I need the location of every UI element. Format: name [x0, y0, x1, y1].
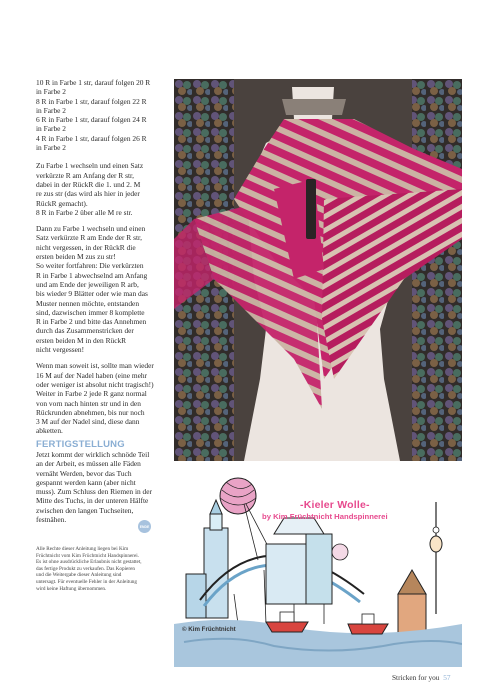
illustration-subtitle: by Kim Früchtnicht Handspinnerei — [262, 512, 388, 521]
text-line: Rückrunden abnehmen, bis nur noch — [36, 407, 145, 417]
text-line: 10 R in Farbe 1 str, darauf folgen 20 R — [36, 78, 151, 87]
text-line: festnähen. — [36, 515, 67, 525]
text-line: 4 R in Farbe 1 str, darauf folgen 26 R — [36, 133, 147, 143]
instructions-block-d — [36, 361, 160, 435]
text-line: muss). Zum Schluss den Riemen in der — [36, 487, 152, 497]
instructions-block-c — [36, 224, 160, 354]
footnote-line: Es ist ohne ausdrückliche Erlaubnis nicht gestattet, — [36, 559, 142, 566]
text-line: Dann zu Farbe 1 wechseln und einen — [36, 224, 146, 234]
text-line: und am Ende der jeweiligen R arb, — [36, 279, 139, 289]
text-line: So weiter fortfahren: Die verkürzten — [36, 261, 144, 271]
text-line: Mitte des Tuchs, in der unteren Hälfte — [36, 496, 149, 506]
text-line: von vorn nach hinten str und in den — [36, 398, 141, 408]
text-line: 6 R in Farbe 1 str, darauf folgen 24 R — [36, 115, 147, 125]
footnote-line: und die Weitergabe dieser Anleitung sind — [36, 572, 122, 579]
text-line: 3 M auf der Nadel sind, diese dann — [36, 417, 140, 427]
footnote-line: das fertige Produkt zu verkaufen. Das Kopieren — [36, 565, 135, 572]
text-line: oder weniger ist absolut nicht tragisch!) — [36, 379, 154, 389]
illustration-title: -Kieler Wolle- — [300, 499, 370, 511]
section-heading-fertigstellung: FERTIGSTELLUNG — [36, 438, 125, 450]
page-number: 57 — [443, 673, 451, 682]
text-line: in Farbe 2 — [36, 87, 66, 97]
text-line: durch das Zusammenstricken der — [36, 326, 134, 336]
instructions-block-a — [36, 78, 160, 152]
footnote-line: Früchtnicht vom Kim Früchtnicht Handspinnerei. — [36, 552, 140, 559]
text-line: Wenn man soweit ist, sollte man wieder — [36, 361, 154, 371]
text-line: gespannt werden kann (aber nicht — [36, 477, 136, 487]
text-line: 16 M auf der Nadel haben (eine mehr — [36, 370, 148, 380]
text-line: RückR gemacht). — [36, 198, 88, 208]
text-line: nicht vergessen! — [36, 345, 85, 355]
text-line: 8 R in Farbe 1 str, darauf folgen 22 R — [36, 96, 147, 106]
end-mark-icon: ENDE — [138, 520, 151, 533]
text-line: dabei in der RückR die 1. und 2. M — [36, 179, 141, 189]
text-line: vernäht Werden, bevor das Tuch — [36, 468, 132, 478]
instructions-block-e — [36, 450, 160, 524]
text-line: zwischen den langen Tuchseiten, — [36, 505, 134, 515]
text-line: ersten beiden M in den RückR — [36, 335, 127, 345]
instructions-block-b — [36, 161, 160, 217]
magazine-name: Stricken for you — [392, 673, 440, 682]
text-line: nicht vergessen, in der RückR die — [36, 242, 136, 252]
text-line: in Farbe 2 — [36, 105, 66, 115]
footnote-line: Alle Rechte dieser Anleitung liegen bei Kim — [36, 546, 129, 552]
text-line: verkürzte R am Anfang der R str, — [36, 170, 135, 180]
text-line: in Farbe 2 — [36, 143, 66, 153]
text-line: Weiter in Farbe 2 jede R ganz normal — [36, 389, 147, 399]
footnote-line: untersagt. Für eventuelle Fehler in der Anleitung — [36, 578, 137, 585]
text-line: Jetzt kommt der wirklich schnöde Teil — [36, 449, 150, 459]
copyright-footnote — [36, 546, 161, 592]
text-line: R in Farbe 1 abwechselnd am Anfang — [36, 270, 148, 280]
text-line: Satz verkürzte R am Ende der R str, — [36, 233, 143, 243]
text-line: ersten beiden M zus zu str! — [36, 252, 116, 262]
text-line: abketten. — [36, 426, 63, 436]
text-line: bis wieder 9 Blätter oder wie man das — [36, 289, 148, 299]
text-line: in Farbe 2 — [36, 124, 66, 134]
text-line: re zus str (das wird als hier in jeder — [36, 189, 140, 199]
instructions-column — [36, 78, 160, 531]
text-line: an der Arbeit, es müssen alle Fäden — [36, 459, 141, 469]
text-line: Muster nennen möchte, entstanden — [36, 298, 140, 308]
text-line: 8 R in Farbe 2 über alle M re str. — [36, 207, 133, 217]
shawl-photo — [174, 79, 462, 461]
text-line: R in Farbe 2 und bitte das Annehmen — [36, 317, 147, 327]
text-line: sind, dazwischen immer 8 komplette — [36, 307, 145, 317]
text-line: Zu Farbe 1 wechseln und einen Satz — [36, 161, 144, 171]
footnote-line: wird keine Haftung übernommen. — [36, 585, 107, 592]
page-footer — [392, 673, 451, 682]
illustration-copyright: © Kim Früchtnicht — [182, 626, 236, 633]
